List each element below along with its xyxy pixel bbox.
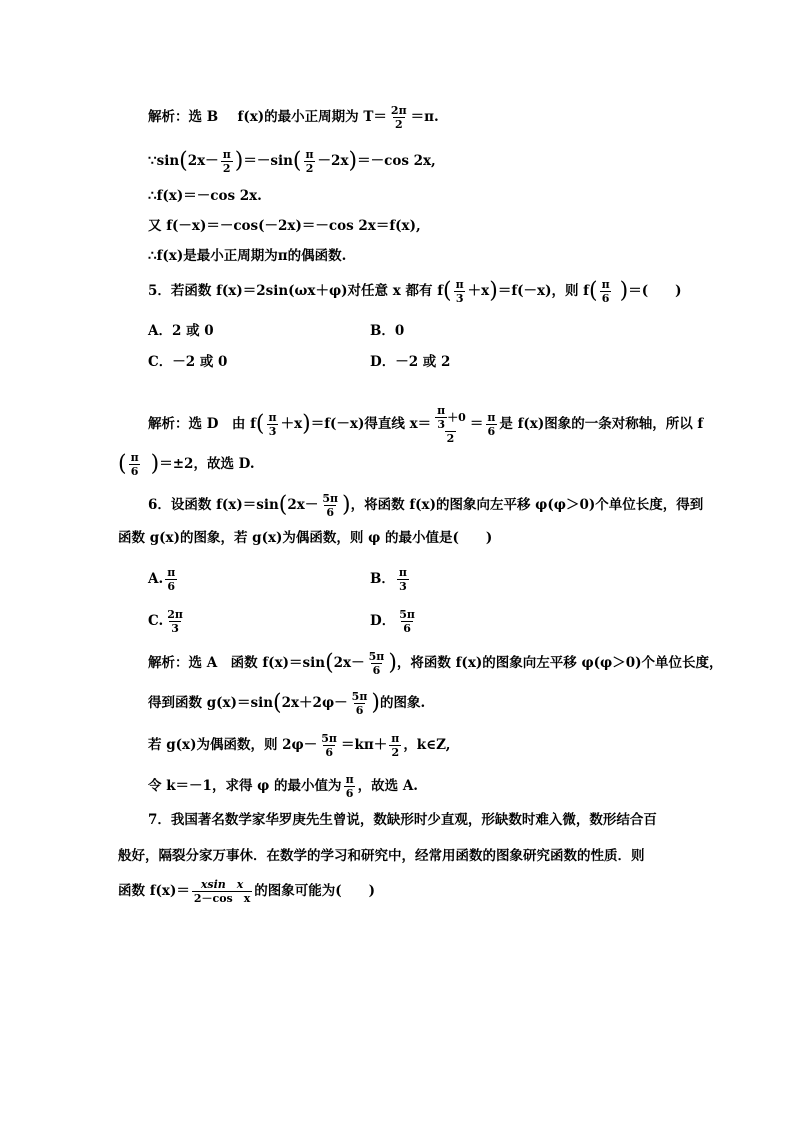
- fraction: $\frac{\pi}{2}$: [222, 148, 231, 175]
- nested-fraction: $\frac{\pi}{3}$ ＋0 2: [437, 404, 466, 445]
- q5-solution-line1: 解析：选 D 由 f( $\frac{\pi}{3}$ ＋x)＝f(－x)得直线 x＝ $\frac{\pi}{3}$ ＋0 2 ＝ $\frac{\pi}{6}$ 是 f(x)图象的一条对称轴，所以 f: [148, 404, 704, 445]
- q5-stem: 5．若函数 f(x)＝2sin(ωx＋φ)对任意 x 都有 f( $\frac{\pi}{3}$ ＋x)＝f(－x)，则 f( $\frac{\pi}{6}$ )＝( ): [148, 278, 682, 305]
- fraction: $\frac{2\pi}{2}$: [390, 104, 407, 131]
- answer-label: 解析：选 B: [148, 109, 219, 125]
- q6-stem-line1: 6．设函数 f(x)＝sin(2x－ $\frac{5\pi}{6}$ )，将函数 f(x)的图象向左平移 φ(φ＞0)个单位长度，得到: [148, 492, 704, 519]
- sol4-line5: ∴f(x)是最小正周期为π的偶函数.: [148, 248, 347, 264]
- fraction: $\frac{5\pi}{6}$: [351, 690, 368, 717]
- sol4-line4: 又 f(－x)＝－cos(－2x)＝－cos 2x＝f(x),: [148, 218, 421, 234]
- q7-line1: 7．我国著名数学家华罗庚先生曾说，数缺形时少直观，形缺数时难入微，数形结合百: [148, 812, 657, 828]
- fraction: $\frac{\pi}{6}$: [345, 773, 354, 800]
- q5-option-a: A．2 或 0: [148, 323, 214, 339]
- fraction: $\frac{\text{xsin x}}{\text{2－cos x}}$: [193, 878, 251, 905]
- q5-option-c: C．－2 或 0: [148, 354, 228, 370]
- q6-option-a: A. $\frac{\pi}{6}$: [148, 566, 176, 593]
- q7-line3: 函数 f(x)＝ $\frac{\text{xsin x}}{\text{2－cos x}}$ 的图象可能为( ): [118, 878, 376, 905]
- q6-option-c: C. $\frac{2\pi}{3}$: [148, 608, 183, 635]
- sol4-line2: ∵sin(2x－ $\frac{\pi}{2}$ )＝－sin( $\frac{\pi}{2}$ －2x)＝－cos 2x,: [148, 148, 436, 175]
- sol4-line3: ∴f(x)＝－cos 2x.: [148, 188, 262, 204]
- q6-option-d: D． $\frac{5\pi}{6}$: [370, 608, 415, 635]
- fraction: $\frac{\pi}{3}$: [455, 278, 464, 305]
- q6-solution-line2: 得到函数 g(x)＝sin(2x＋2φ－ $\frac{5\pi}{6}$ )的图象.: [148, 690, 426, 717]
- q6-solution-line4: 令 k＝－1，求得 φ 的最小值为 $\frac{\pi}{6}$ ，故选 A.: [148, 773, 418, 800]
- sol4-text: f(x)的最小正周期为 T＝: [237, 109, 387, 125]
- sol4-line1: [148, 104, 439, 131]
- q5-solution-line2: ( $\frac{\pi}{6}$ )＝±2，故选 D.: [118, 451, 255, 478]
- q5-option-b: B．0: [370, 323, 405, 339]
- fraction: $\frac{5\pi}{6}$: [368, 650, 385, 677]
- q5-option-d: D．－2 或 2: [370, 354, 451, 370]
- sol4-text: ＝π.: [410, 109, 439, 125]
- q6-solution-line3: 若 g(x)为偶函数，则 2φ－ $\frac{5\pi}{6}$ ＝kπ＋ $\frac{\pi}{2}$ ，k∈Z,: [148, 732, 451, 759]
- q6-option-b: B． $\frac{\pi}{3}$: [370, 566, 407, 593]
- fraction: $\frac{\pi}{3}$: [268, 411, 277, 438]
- fraction: $\frac{5\pi}{6}$: [321, 732, 337, 759]
- q6-stem-line2: 函数 g(x)的图象，若 g(x)为偶函数，则 φ 的最小值是( ): [118, 530, 493, 546]
- q7-line2: 般好，隔裂分家万事休．在数学的学习和研究中，经常用函数的图象研究函数的性质．则: [118, 848, 645, 864]
- fraction: $\frac{\pi}{6}$: [487, 411, 496, 438]
- q6-solution-line1: 解析：选 A 函数 f(x)＝sin(2x－ $\frac{5\pi}{6}$ )，将函数 f(x)的图象向左平移 φ(φ＞0)个单位长度，: [148, 650, 723, 677]
- fraction: $\frac{\pi}{2}$: [391, 732, 400, 759]
- fraction: $\frac{5\pi}{6}$: [322, 492, 339, 519]
- fraction: $\frac{\pi}{2}$: [305, 148, 314, 175]
- fraction: $\frac{\pi}{6}$: [601, 278, 610, 305]
- fraction: $\frac{\pi}{6}$: [130, 451, 139, 478]
